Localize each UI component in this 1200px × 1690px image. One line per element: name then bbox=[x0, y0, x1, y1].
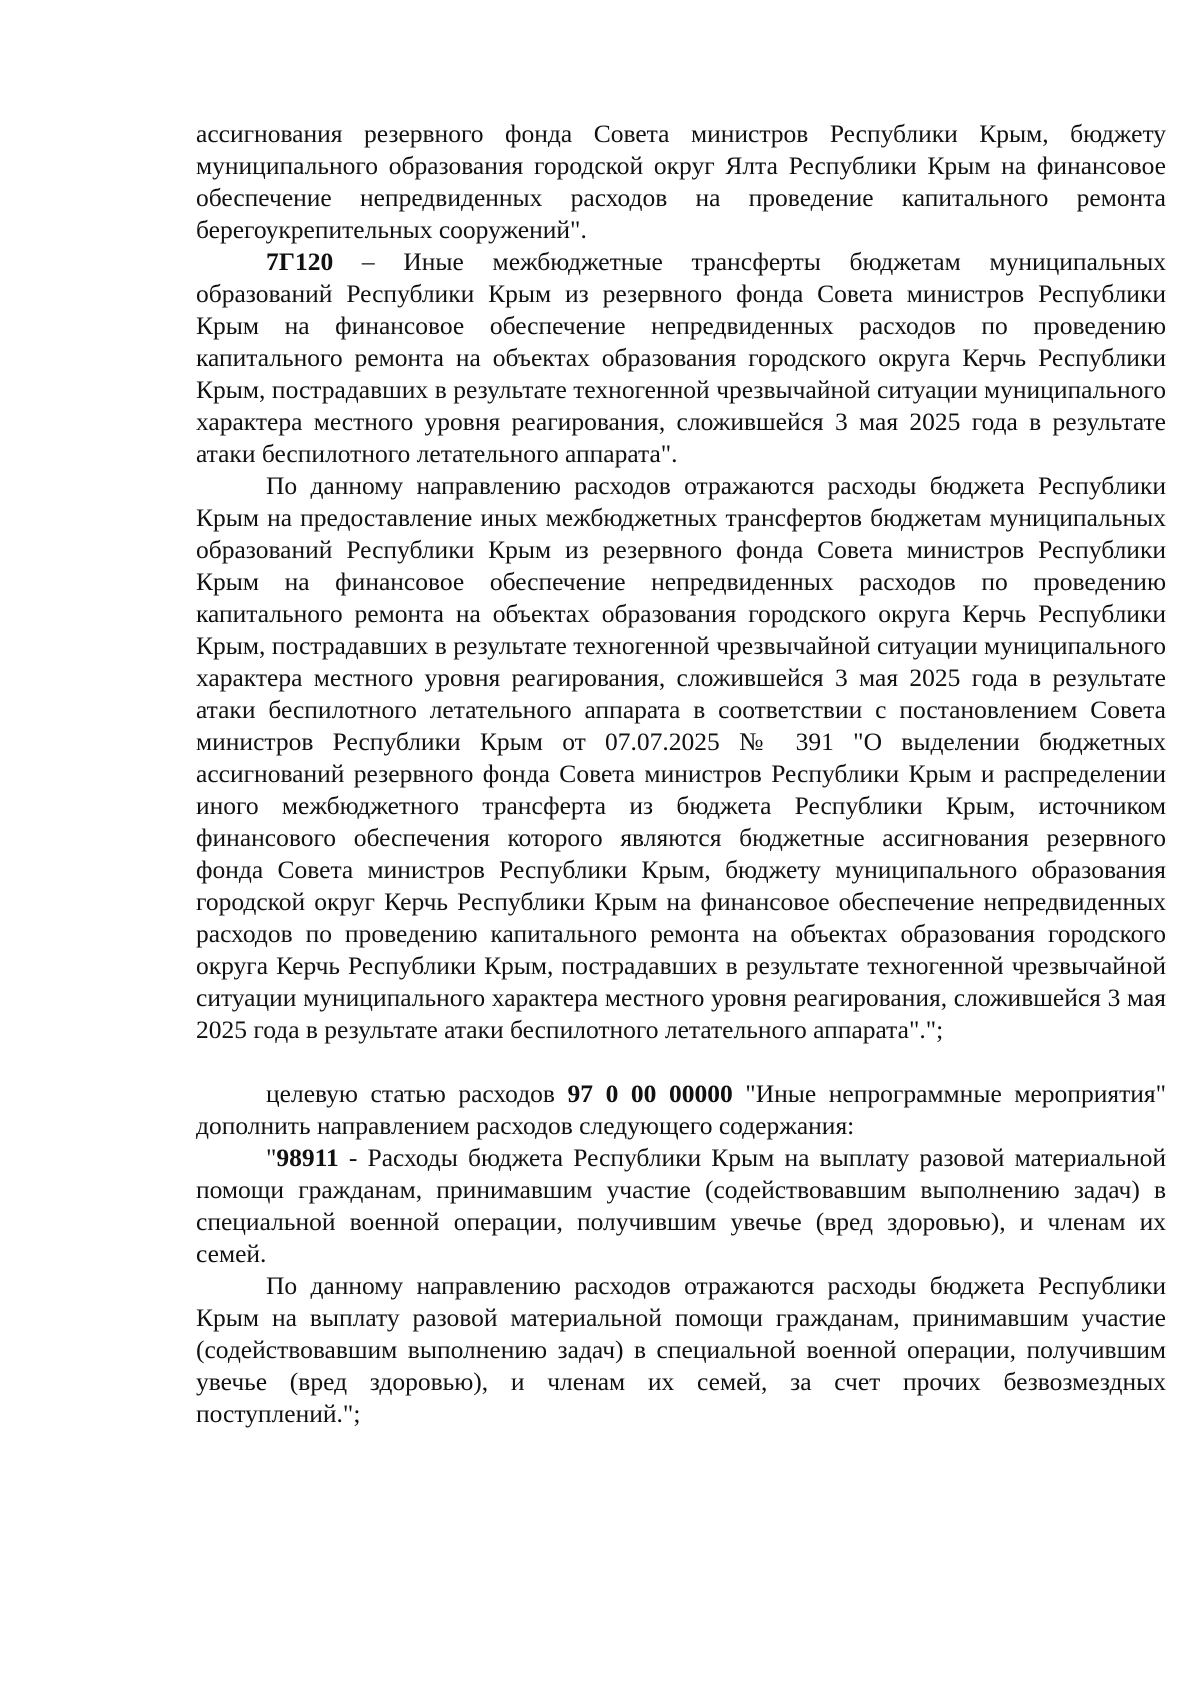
paragraph-4 bbox=[196, 1078, 1166, 1142]
paragraph-4-text-before: целевую статью расходов bbox=[266, 1079, 568, 1108]
paragraph-2 bbox=[196, 246, 1166, 470]
paragraph-3: По данному направлению расходов отражаются расходы бюджета Республики Крым на предоставление иных межбюджетных трансфертов бюджетам муниципальных образований Республики Крым из резервного фонда Совета министров Республики Крым на финансовое обеспечение непредвиденных расходов по проведению капитального ремонта на объектах образования городского округа Керчь Республики Крым, пострадавших в результате техногенной чрезвычайной ситуации муниципального характера местного уровня реагирования, сложившейся 3 мая 2025 года в результате атаки беспилотного летательного аппарата в соответствии с постановлением Совета министров Республики Крым от 07.07.2025 № 391 "О выделении бюджетных ассигнований резервного фонда Совета министров Республики Крым и распределении иного межбюджетного трансферта из бюджета Республики Крым, источником финансового обеспечения которого являются бюджетные ассигнования резервного фонда Совета министров Республики Крым, бюджету муниципального образования городской округ Керчь Республики Крым на финансовое обеспечение непредвиденных расходов по проведению капитального ремонта на объектах образования городского округа Керчь Республики Крым, пострадавших в результате техногенной чрезвычайной ситуации муниципального характера местного уровня реагирования, сложившейся 3 мая 2025 года в результате атаки беспилотного летательного аппарата"."; bbox=[196, 471, 1166, 1044]
paragraph-2-text: – Иные межбюджетные трансферты бюджетам муниципальных образований Республики Крым из резервного фонда Совета министров Республики Крым на финансовое обеспечение непредвиденных расходов по проведению капитального ремонта на объектах образования городского округа Керчь Республики Крым, пострадавших в результате техногенной чрезвычайной ситуации муниципального характера местного уровня реагирования, сложившейся 3 мая 2025 года в результате атаки беспилотного летательного аппарата". bbox=[196, 247, 1166, 468]
target-article-code: 97 0 00 00000 bbox=[567, 1079, 733, 1108]
paragraph-5 bbox=[196, 1142, 1166, 1270]
paragraph-5-text: - Расходы бюджета Республики Крым на выплату разовой материальной помощи гражданам, принимавшим участие (содействовавшим выполнению задач) в специальной военной операции, получившим увечье (вред здоровью), и членам их семей. bbox=[196, 1143, 1166, 1268]
paragraph-1: ассигнования резервного фонда Совета министров Республики Крым, бюджету муниципального образования городской округ Ялта Республики Крым на финансовое обеспечение непредвиденных расходов на проведение капитального ремонта берегоукрепительных сооружений". bbox=[196, 119, 1166, 244]
paragraph-6: По данному направлению расходов отражаются расходы бюджета Республики Крым на выплату разовой материальной помощи гражданам, принимавшим участие (содействовавшим выполнению задач) в специальной военной операции, получившим увечье (вред здоровью), и членам их семей, за счет прочих безвозмездных поступлений."; bbox=[196, 1271, 1166, 1428]
opening-quote: " bbox=[266, 1143, 277, 1172]
expense-code: 98911 bbox=[276, 1143, 339, 1172]
document-body bbox=[196, 118, 1166, 1430]
expense-code: 7Г120 bbox=[266, 247, 334, 276]
paragraph-4-text-after: "Иные непрограммные мероприятия" дополнить направлением расходов следующего содержания: bbox=[196, 1079, 1166, 1140]
